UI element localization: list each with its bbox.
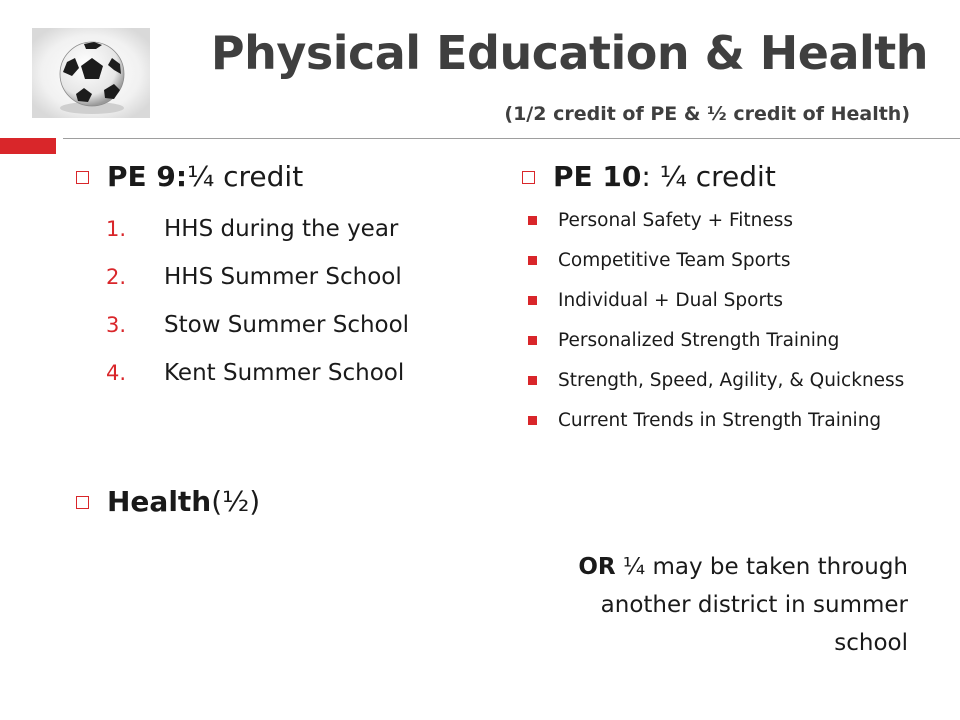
list-text: Current Trends in Strength Training xyxy=(558,410,882,431)
or-text: ¼ may be taken through another district in summer school xyxy=(600,554,908,656)
pe9-heading xyxy=(76,160,476,193)
list-item xyxy=(528,325,922,356)
square-bullet-icon xyxy=(76,496,89,509)
list-number: 2. xyxy=(106,265,127,289)
soccer-ball-icon xyxy=(32,28,150,118)
header-divider xyxy=(0,138,960,154)
list-item xyxy=(528,365,922,396)
right-column xyxy=(522,160,922,445)
health-credit: (½) xyxy=(211,485,261,518)
square-bullet-icon xyxy=(528,416,537,425)
list-item xyxy=(528,405,922,436)
list-text: Individual + Dual Sports xyxy=(558,290,783,311)
divider-line xyxy=(63,138,960,139)
square-bullet-icon xyxy=(76,171,89,184)
pe10-heading xyxy=(522,160,922,193)
list-number: 1. xyxy=(106,217,127,241)
list-text: Strength, Speed, Agility, & Quickness xyxy=(558,370,905,391)
health-label: Health xyxy=(107,485,212,518)
page-title: Physical Education & Health xyxy=(210,26,928,80)
list-text: Personal Safety + Fitness xyxy=(558,210,794,231)
list-number: 3. xyxy=(106,313,127,337)
list-text: Kent Summer School xyxy=(164,360,405,386)
list-item xyxy=(106,301,476,349)
list-item xyxy=(106,349,476,397)
list-text: Personalized Strength Training xyxy=(558,330,840,351)
pe10-label: PE 10 xyxy=(553,160,642,193)
list-item xyxy=(528,205,922,236)
pe9-options-list xyxy=(76,205,476,397)
left-column xyxy=(76,160,476,397)
square-bullet-icon xyxy=(528,296,537,305)
pe10-topics-list xyxy=(522,205,922,436)
square-bullet-icon xyxy=(522,171,535,184)
list-text: Stow Summer School xyxy=(164,312,410,338)
list-number: 4. xyxy=(106,361,127,385)
divider-gap xyxy=(56,138,63,154)
list-text: HHS during the year xyxy=(164,216,399,242)
list-item xyxy=(106,205,476,253)
page-subtitle: (1/2 credit of PE & ½ credit of Health) xyxy=(504,103,910,125)
square-bullet-icon xyxy=(528,216,537,225)
list-text: Competitive Team Sports xyxy=(558,250,791,271)
pe10-credit: : ¼ credit xyxy=(641,160,776,193)
list-item xyxy=(106,253,476,301)
pe9-label: PE 9: xyxy=(107,160,188,193)
list-item xyxy=(528,245,922,276)
pe9-credit: ¼ credit xyxy=(187,160,304,193)
list-item xyxy=(528,285,922,316)
square-bullet-icon xyxy=(528,336,537,345)
square-bullet-icon xyxy=(528,256,537,265)
square-bullet-icon xyxy=(528,376,537,385)
health-heading xyxy=(76,485,260,518)
list-text: HHS Summer School xyxy=(164,264,402,290)
or-note xyxy=(528,548,908,662)
accent-bar xyxy=(0,138,56,154)
or-label: OR xyxy=(578,554,616,580)
